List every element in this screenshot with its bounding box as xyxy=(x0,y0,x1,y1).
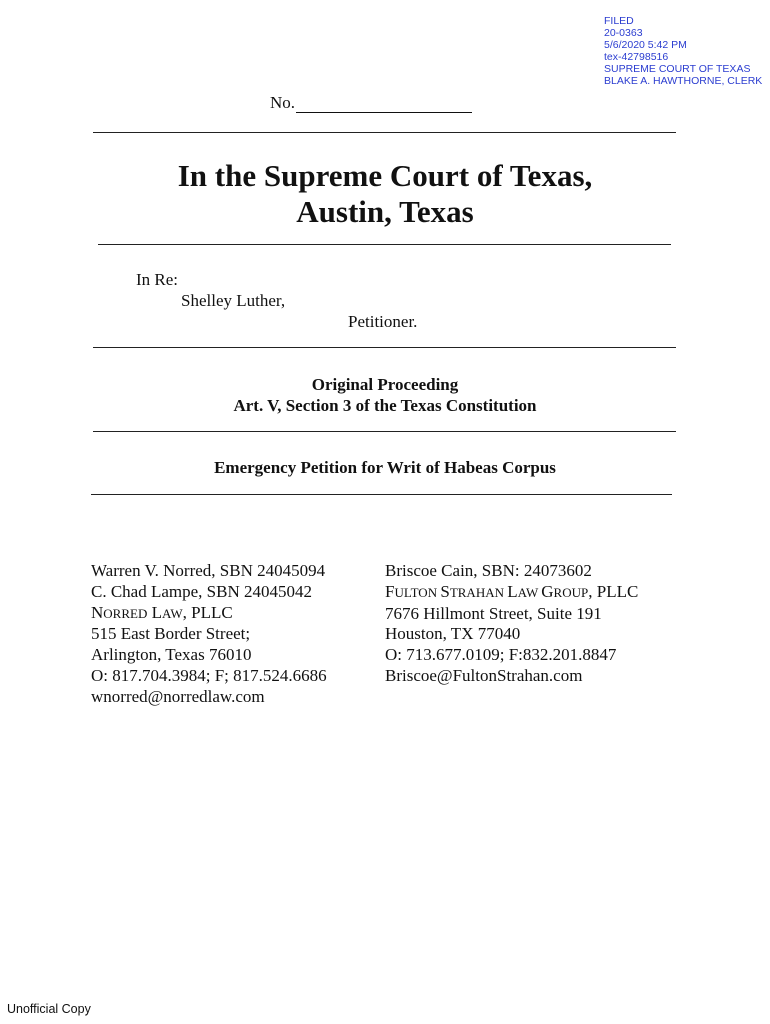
proceeding-line2: Art. V, Section 3 of the Texas Constitution xyxy=(233,396,537,415)
counsel-left-block xyxy=(91,561,327,708)
firm-name: NORRED LAW, PLLC xyxy=(91,602,233,622)
stamp-line: 20-0363 xyxy=(604,27,643,39)
party-role: Petitioner. xyxy=(348,312,418,331)
firm-city: Houston, TX 77040 xyxy=(385,624,521,644)
attorney-email: wnorred@norredlaw.com xyxy=(91,686,265,706)
proceeding-line1: Original Proceeding xyxy=(311,375,459,394)
attorney-email: Briscoe@FultonStrahan.com xyxy=(385,665,583,685)
petition-title: Emergency Petition for Writ of Habeas Corpus xyxy=(214,458,556,477)
firm-phone: O: 713.677.0109; F:832.201.8847 xyxy=(385,645,617,665)
case-number xyxy=(270,93,472,113)
in-re-label: In Re: xyxy=(136,270,179,289)
firm-street: 515 East Border Street; xyxy=(91,624,251,644)
party-name: Shelley Luther, xyxy=(181,291,286,310)
case-number-label: No. xyxy=(270,93,296,112)
stamp-line: tex-42798516 xyxy=(604,51,669,63)
attorney-name: Warren V. Norred, SBN 24045094 xyxy=(91,561,326,580)
court-title-line2: Austin, Texas xyxy=(296,194,474,229)
court-title-line1: In the Supreme Court of Texas, xyxy=(177,158,593,193)
firm-phone: O: 817.704.3984; F; 817.524.6686 xyxy=(91,665,327,685)
firm-name: FULTON STRAHAN LAW GROUP, PLLC xyxy=(385,581,639,601)
attorney-name: Briscoe Cain, SBN: 24073602 xyxy=(385,561,592,580)
stamp-line: SUPREME COURT OF TEXAS xyxy=(604,63,751,75)
divider xyxy=(93,431,676,432)
case-number-blank xyxy=(296,97,472,113)
stamp-line: 5/6/2020 5:42 PM xyxy=(604,39,687,51)
firm-street: 7676 Hillmont Street, Suite 191 xyxy=(385,603,602,623)
attorney-name: C. Chad Lampe, SBN 24045042 xyxy=(91,581,312,601)
counsel-right-block xyxy=(385,561,638,687)
filing-stamp xyxy=(604,15,762,87)
stamp-line: BLAKE A. HAWTHORNE, CLERK xyxy=(604,75,763,87)
firm-city: Arlington, Texas 76010 xyxy=(91,645,252,665)
stamp-line: FILED xyxy=(604,15,634,27)
divider xyxy=(93,132,676,133)
divider xyxy=(93,347,676,348)
unofficial-copy-footer: Unofficial Copy xyxy=(7,1002,91,1016)
divider xyxy=(98,244,671,245)
divider xyxy=(91,494,672,495)
